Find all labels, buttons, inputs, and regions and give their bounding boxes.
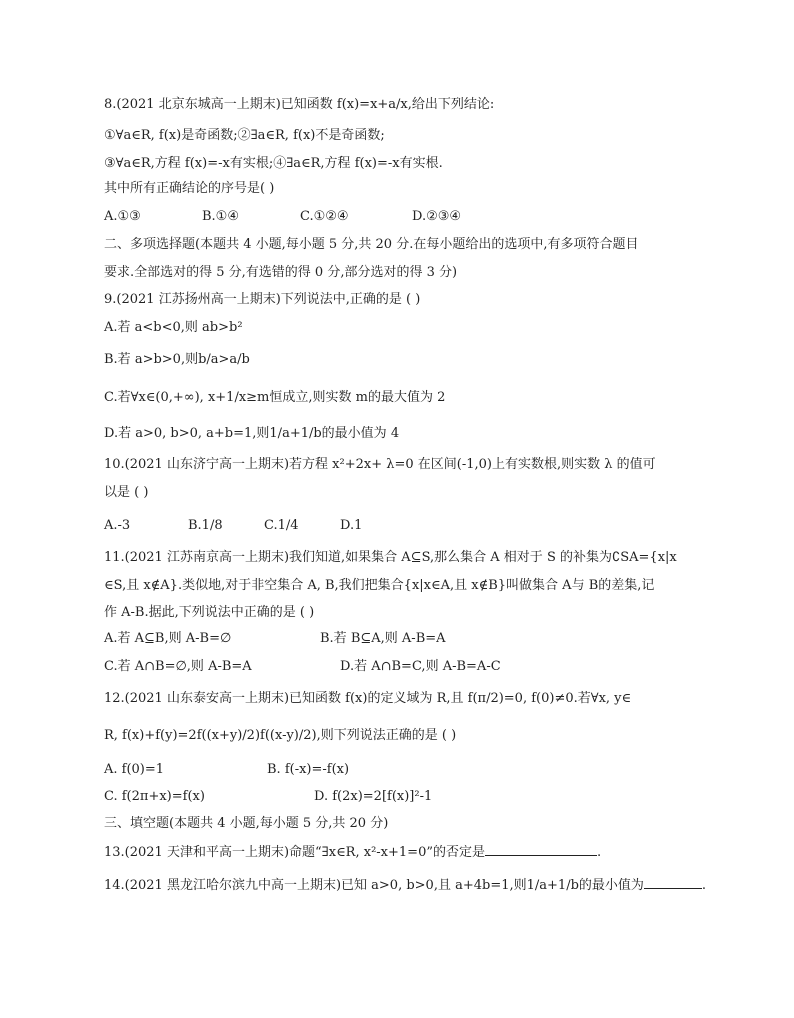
q13-period: . xyxy=(596,845,602,860)
q12-option-b: B. f(-x)=-f(x) xyxy=(267,762,350,777)
q9-option-d: D.若 a>0, b>0, a+b=1,则1/a+1/b的最小值为 4 xyxy=(104,426,400,441)
section3-line1: 三、填空题(本题共 4 小题,每小题 5 分,共 20 分) xyxy=(104,816,389,831)
q8-line2: ①∀a∈R, f(x)是奇函数;②∃a∈R, f(x)不是奇函数; xyxy=(104,128,385,143)
q13-line xyxy=(104,843,601,862)
q11-option-d: D.若 A∩B=C,则 A-B=A-C xyxy=(340,659,501,674)
q12-option-d: D. f(2x)=2[f(x)]²-1 xyxy=(314,789,433,804)
q8-option-c: C.①②④ xyxy=(300,209,349,224)
q9-option-a: A.若 a<b<0,则 ab>b² xyxy=(104,320,243,335)
q14-answer-blank[interactable] xyxy=(644,876,702,889)
q11-option-b: B.若 B⊆A,则 A-B=A xyxy=(320,631,446,646)
q12-line1: 12.(2021 山东泰安高一上期末)已知函数 f(x)的定义域为 R,且 f(π/2)=0, f(0)≠0.若∀x, y∈ xyxy=(104,691,632,706)
q10-line1: 10.(2021 山东济宁高一上期末)若方程 x²+2x+ λ=0 在区间(-1,0)上有实数根,则实数 λ 的值可 xyxy=(104,457,656,472)
q8-option-d: D.②③④ xyxy=(412,209,462,224)
q11-line2: ∈S,且 x∉A}.类似地,对于非空集合 A, B,我们把集合{x|x∈A,且 x∉B}叫做集合 A与 B的差集,记 xyxy=(104,578,655,593)
q10-option-d: D.1 xyxy=(340,518,363,533)
q13-answer-blank[interactable] xyxy=(485,843,597,856)
q8-line3: ③∀a∈R,方程 f(x)=-x有实根;④∃a∈R,方程 f(x)=-x有实根. xyxy=(104,156,443,171)
q10-option-b: B.1/8 xyxy=(188,518,223,533)
q8-stem: 8.(2021 北京东城高一上期末)已知函数 f(x)=x+a/x,给出下列结论: xyxy=(104,97,495,112)
q14-text: 14.(2021 黑龙江哈尔滨九中高一上期末)已知 a>0, b>0,且 a+4b=1,则1/a+1/b的最小值为 xyxy=(104,878,644,893)
section2-line1: 二、多项选择题(本题共 4 小题,每小题 5 分,共 20 分.在每小题给出的选项中,有多项符合题目 xyxy=(104,237,639,252)
q12-option-a: A. f(0)=1 xyxy=(104,762,165,777)
q12-option-c: C. f(2π+x)=f(x) xyxy=(104,789,205,804)
q11-option-c: C.若 A∩B=∅,则 A-B=A xyxy=(104,659,252,674)
q8-line4: 其中所有正确结论的序号是( ) xyxy=(104,181,275,196)
q9-option-b: B.若 a>b>0,则b/a>a/b xyxy=(104,352,250,367)
section2-line2: 要求.全部选对的得 5 分,有选错的得 0 分,部分选对的得 3 分) xyxy=(104,265,458,280)
q11-line1: 11.(2021 江苏南京高一上期末)我们知道,如果集合 A⊆S,那么集合 A 相对于 S 的补集为∁SA={x|x xyxy=(104,550,677,565)
q8-option-b: B.①④ xyxy=(202,209,239,224)
q11-line3: 作 A-B.据此,下列说法中正确的是 ( ) xyxy=(104,605,315,620)
q9-stem: 9.(2021 江苏扬州高一上期末)下列说法中,正确的是 ( ) xyxy=(104,292,421,307)
q10-option-c: C.1/4 xyxy=(264,518,299,533)
q14-period: . xyxy=(701,878,707,893)
q12-line2: R, f(x)+f(y)=2f((x+y)/2)f((x-y)/2),则下列说法正确的是 ( ) xyxy=(104,728,457,743)
q13-text: 13.(2021 天津和平高一上期末)命题“∃x∈R, x²-x+1=0”的否定是 xyxy=(104,845,485,860)
q11-option-a: A.若 A⊆B,则 A-B=∅ xyxy=(104,631,232,646)
q9-option-c: C.若∀x∈(0,+∞), x+1/x≥m恒成立,则实数 m的最大值为 2 xyxy=(104,390,446,405)
q10-option-a: A.-3 xyxy=(104,518,131,533)
q8-option-a: A.①③ xyxy=(104,209,141,224)
q10-line2: 以是 ( ) xyxy=(104,485,149,500)
q14-line xyxy=(104,876,706,895)
